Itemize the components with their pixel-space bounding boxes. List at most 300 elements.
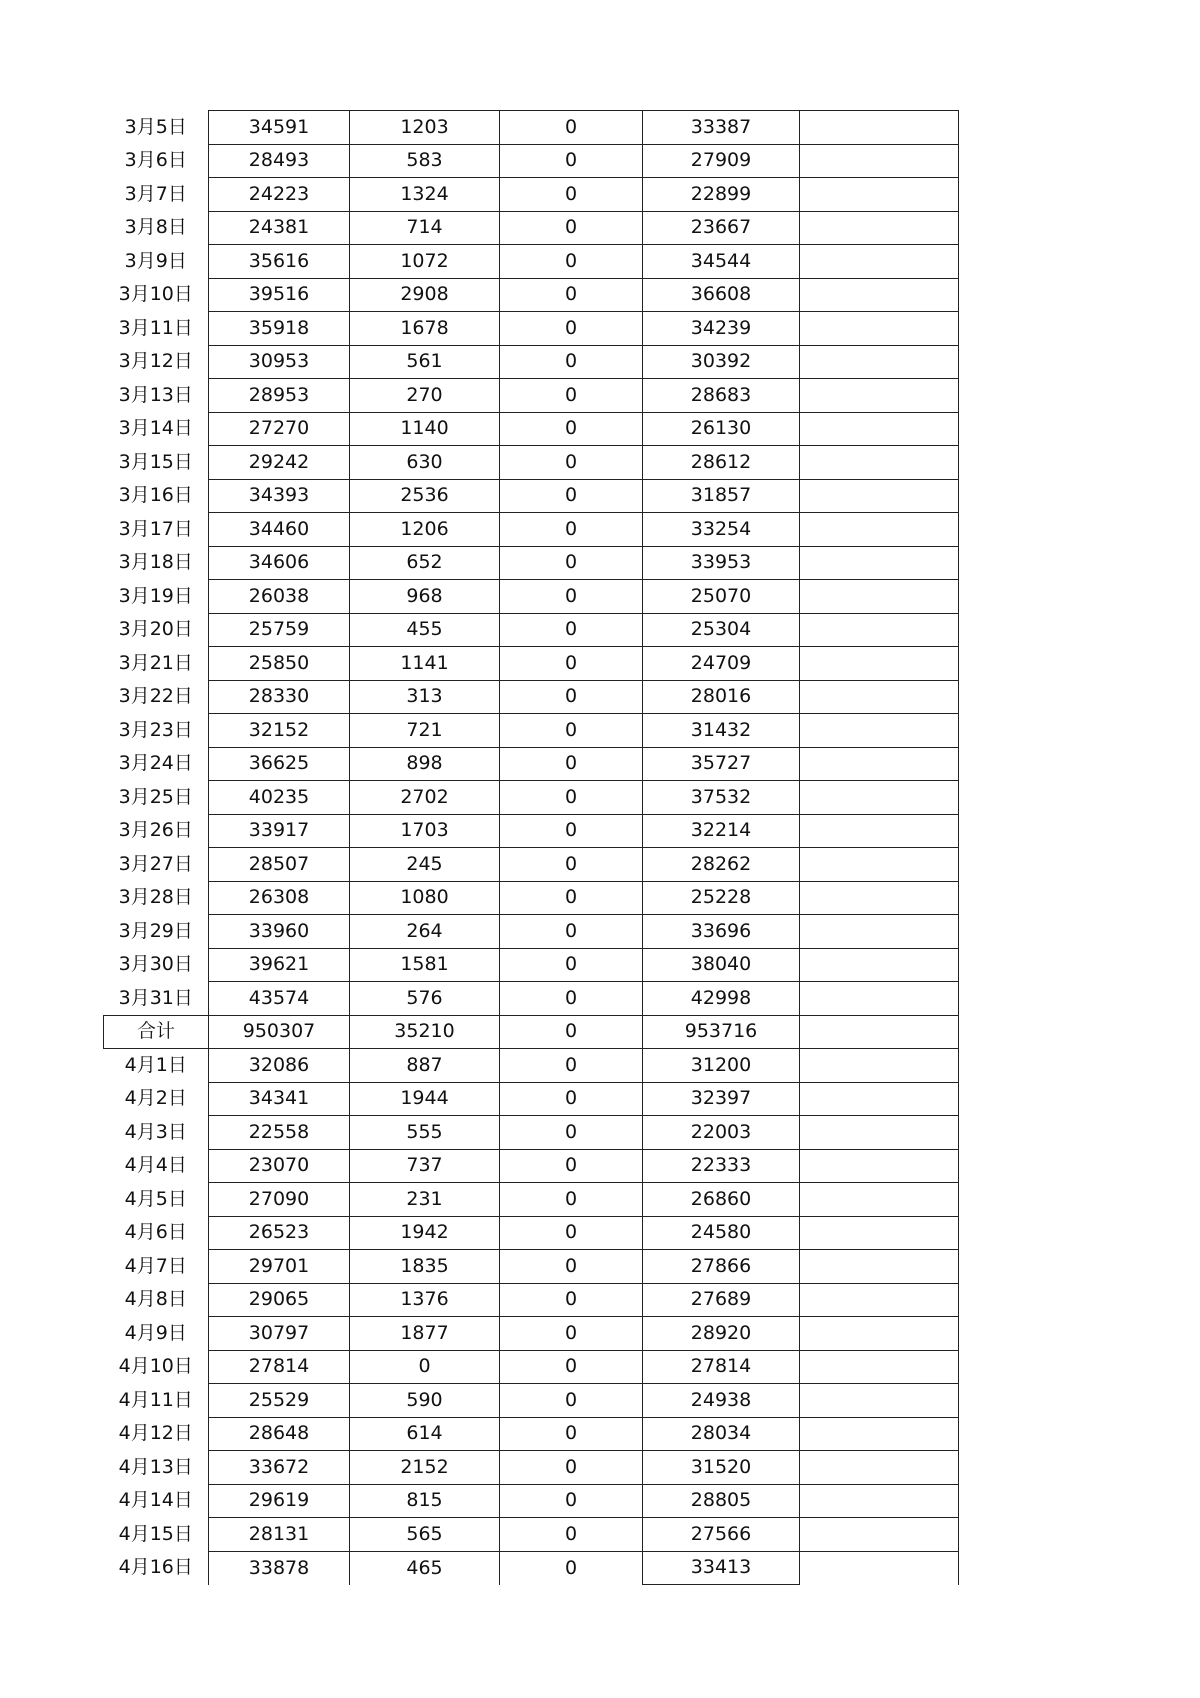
empty-cell [800, 948, 959, 982]
value-cell-b: 630 [350, 446, 500, 480]
empty-cell [800, 446, 959, 480]
date-cell: 4月10日 [104, 1350, 209, 1384]
value-cell-d: 36608 [643, 278, 800, 312]
value-cell-d: 27689 [643, 1283, 800, 1317]
table-row [104, 1183, 959, 1217]
empty-cell [800, 647, 959, 681]
date-cell: 3月11日 [104, 312, 209, 346]
value-cell-c: 0 [500, 245, 643, 279]
value-cell-d: 35727 [643, 747, 800, 781]
value-cell-b: 1080 [350, 881, 500, 915]
empty-cell [800, 580, 959, 614]
empty-cell [800, 915, 959, 949]
table-row [104, 345, 959, 379]
date-cell: 4月2日 [104, 1082, 209, 1116]
table-row [104, 1317, 959, 1351]
value-cell-a: 40235 [209, 781, 350, 815]
date-cell: 3月7日 [104, 178, 209, 212]
table-row [104, 1350, 959, 1384]
value-cell-a: 26308 [209, 881, 350, 915]
value-cell-d: 25228 [643, 881, 800, 915]
value-cell-b: 565 [350, 1518, 500, 1552]
value-cell-b: 1703 [350, 814, 500, 848]
value-cell-d: 23667 [643, 211, 800, 245]
value-cell-a: 29065 [209, 1283, 350, 1317]
value-cell-c: 0 [500, 580, 643, 614]
value-cell-b: 721 [350, 714, 500, 748]
table-row [104, 211, 959, 245]
date-cell: 4月4日 [104, 1149, 209, 1183]
value-cell-b: 887 [350, 1049, 500, 1083]
value-cell-d: 38040 [643, 948, 800, 982]
date-cell: 4月14日 [104, 1484, 209, 1518]
value-cell-a: 34606 [209, 546, 350, 580]
date-cell: 3月12日 [104, 345, 209, 379]
empty-cell [800, 1317, 959, 1351]
date-cell: 3月8日 [104, 211, 209, 245]
date-cell: 3月22日 [104, 680, 209, 714]
table-row [104, 111, 959, 145]
value-cell-a: 34591 [209, 111, 350, 145]
value-cell-a: 30953 [209, 345, 350, 379]
empty-cell [800, 245, 959, 279]
table-row [104, 1451, 959, 1485]
value-cell-a: 29242 [209, 446, 350, 480]
value-cell-c: 0 [500, 1317, 643, 1351]
value-cell-a: 33878 [209, 1551, 350, 1585]
value-cell-c: 0 [500, 680, 643, 714]
value-cell-c: 0 [500, 379, 643, 413]
value-cell-d: 27866 [643, 1250, 800, 1284]
value-cell-b: 583 [350, 144, 500, 178]
table-row [104, 245, 959, 279]
empty-cell [800, 513, 959, 547]
value-cell-c: 0 [500, 1551, 643, 1585]
empty-cell [800, 1049, 959, 1083]
value-cell-b: 270 [350, 379, 500, 413]
value-cell-a: 27090 [209, 1183, 350, 1217]
table-row [104, 781, 959, 815]
value-cell-d: 28016 [643, 680, 800, 714]
empty-cell [800, 178, 959, 212]
value-cell-d: 33387 [643, 111, 800, 145]
date-cell: 3月19日 [104, 580, 209, 614]
table-row [104, 580, 959, 614]
date-cell: 4月6日 [104, 1216, 209, 1250]
table-row [104, 915, 959, 949]
value-cell-d: 27909 [643, 144, 800, 178]
value-cell-b: 1203 [350, 111, 500, 145]
value-cell-b: 1324 [350, 178, 500, 212]
table-row [104, 1283, 959, 1317]
value-cell-d: 28262 [643, 848, 800, 882]
value-cell-d: 33254 [643, 513, 800, 547]
table-row [104, 412, 959, 446]
date-cell: 3月6日 [104, 144, 209, 178]
value-cell-a: 34341 [209, 1082, 350, 1116]
value-cell-c: 0 [500, 479, 643, 513]
value-cell-c: 0 [500, 278, 643, 312]
value-cell-d: 22003 [643, 1116, 800, 1150]
table-row [104, 1082, 959, 1116]
value-cell-a: 24381 [209, 211, 350, 245]
value-cell-c: 0 [500, 714, 643, 748]
value-cell-a: 29701 [209, 1250, 350, 1284]
table-row [104, 278, 959, 312]
value-cell-c: 0 [500, 848, 643, 882]
empty-cell [800, 1484, 959, 1518]
value-cell-c: 0 [500, 1283, 643, 1317]
date-cell: 4月5日 [104, 1183, 209, 1217]
value-cell-c: 0 [500, 345, 643, 379]
value-cell-b: 313 [350, 680, 500, 714]
empty-cell [800, 1384, 959, 1418]
date-cell: 3月17日 [104, 513, 209, 547]
value-cell-a: 43574 [209, 982, 350, 1016]
table-row [104, 848, 959, 882]
value-cell-b: 1140 [350, 412, 500, 446]
value-cell-c: 0 [500, 1484, 643, 1518]
table-row [104, 714, 959, 748]
empty-cell [800, 1551, 959, 1585]
table-row [104, 1216, 959, 1250]
value-cell-a: 28330 [209, 680, 350, 714]
value-cell-a: 27814 [209, 1350, 350, 1384]
value-cell-c: 0 [500, 613, 643, 647]
date-cell: 3月21日 [104, 647, 209, 681]
table-row [104, 546, 959, 580]
value-cell-b: 590 [350, 1384, 500, 1418]
empty-cell [800, 1116, 959, 1150]
empty-cell [800, 1451, 959, 1485]
value-cell-d: 28805 [643, 1484, 800, 1518]
value-cell-a: 33917 [209, 814, 350, 848]
date-cell: 3月5日 [104, 111, 209, 145]
date-cell: 4月11日 [104, 1384, 209, 1418]
value-cell-a: 39621 [209, 948, 350, 982]
date-cell: 3月13日 [104, 379, 209, 413]
value-cell-a: 26038 [209, 580, 350, 614]
value-cell-c: 0 [500, 1183, 643, 1217]
date-cell: 3月14日 [104, 412, 209, 446]
value-cell-b: 1877 [350, 1317, 500, 1351]
date-cell: 4月1日 [104, 1049, 209, 1083]
value-cell-d: 33953 [643, 546, 800, 580]
date-cell: 3月24日 [104, 747, 209, 781]
table-row [104, 1049, 959, 1083]
empty-cell [800, 1015, 959, 1049]
table-row [104, 178, 959, 212]
value-cell-d: 33413 [643, 1551, 800, 1585]
value-cell-d: 33696 [643, 915, 800, 949]
empty-cell [800, 111, 959, 145]
table-row [104, 1484, 959, 1518]
empty-cell [800, 211, 959, 245]
value-cell-b: 1944 [350, 1082, 500, 1116]
value-cell-a: 28648 [209, 1417, 350, 1451]
value-cell-a: 25850 [209, 647, 350, 681]
value-cell-c: 0 [500, 747, 643, 781]
value-cell-b: 614 [350, 1417, 500, 1451]
value-cell-b: 1072 [350, 245, 500, 279]
empty-cell [800, 1350, 959, 1384]
value-cell-c: 0 [500, 1417, 643, 1451]
table-row [104, 144, 959, 178]
value-cell-d: 24580 [643, 1216, 800, 1250]
date-cell: 3月23日 [104, 714, 209, 748]
date-cell: 4月9日 [104, 1317, 209, 1351]
value-cell-d: 953716 [643, 1015, 800, 1049]
total-row [104, 1015, 959, 1049]
value-cell-d: 30392 [643, 345, 800, 379]
value-cell-b: 815 [350, 1484, 500, 1518]
value-cell-b: 1835 [350, 1250, 500, 1284]
value-cell-b: 231 [350, 1183, 500, 1217]
value-cell-d: 31200 [643, 1049, 800, 1083]
empty-cell [800, 848, 959, 882]
value-cell-d: 34239 [643, 312, 800, 346]
value-cell-c: 0 [500, 982, 643, 1016]
empty-cell [800, 546, 959, 580]
value-cell-a: 29619 [209, 1484, 350, 1518]
value-cell-d: 31857 [643, 479, 800, 513]
value-cell-c: 0 [500, 1015, 643, 1049]
value-cell-d: 28612 [643, 446, 800, 480]
value-cell-b: 1581 [350, 948, 500, 982]
date-cell: 3月18日 [104, 546, 209, 580]
date-cell: 3月27日 [104, 848, 209, 882]
value-cell-b: 898 [350, 747, 500, 781]
value-cell-d: 32397 [643, 1082, 800, 1116]
value-cell-c: 0 [500, 1451, 643, 1485]
value-cell-c: 0 [500, 211, 643, 245]
value-cell-b: 652 [350, 546, 500, 580]
empty-cell [800, 312, 959, 346]
table-row [104, 1116, 959, 1150]
value-cell-a: 32152 [209, 714, 350, 748]
value-cell-d: 42998 [643, 982, 800, 1016]
value-cell-d: 27814 [643, 1350, 800, 1384]
value-cell-d: 26130 [643, 412, 800, 446]
date-cell: 3月26日 [104, 814, 209, 848]
table-row [104, 1518, 959, 1552]
value-cell-a: 23070 [209, 1149, 350, 1183]
value-cell-a: 28493 [209, 144, 350, 178]
value-cell-a: 25529 [209, 1384, 350, 1418]
date-cell: 3月30日 [104, 948, 209, 982]
value-cell-a: 22558 [209, 1116, 350, 1150]
value-cell-c: 0 [500, 948, 643, 982]
value-cell-c: 0 [500, 111, 643, 145]
table-row [104, 1149, 959, 1183]
date-cell: 3月16日 [104, 479, 209, 513]
table-row [104, 1551, 959, 1585]
value-cell-c: 0 [500, 446, 643, 480]
value-cell-a: 30797 [209, 1317, 350, 1351]
table-row [104, 1250, 959, 1284]
value-cell-a: 28507 [209, 848, 350, 882]
value-cell-c: 0 [500, 1082, 643, 1116]
table-row [104, 446, 959, 480]
date-cell: 4月8日 [104, 1283, 209, 1317]
value-cell-b: 2702 [350, 781, 500, 815]
empty-cell [800, 1518, 959, 1552]
date-cell: 合计 [104, 1015, 209, 1049]
empty-cell [800, 278, 959, 312]
table-row [104, 881, 959, 915]
value-cell-d: 26860 [643, 1183, 800, 1217]
table-row [104, 379, 959, 413]
value-cell-c: 0 [500, 1250, 643, 1284]
value-cell-d: 24709 [643, 647, 800, 681]
value-cell-d: 27566 [643, 1518, 800, 1552]
value-cell-d: 22333 [643, 1149, 800, 1183]
value-cell-a: 39516 [209, 278, 350, 312]
value-cell-b: 1376 [350, 1283, 500, 1317]
value-cell-c: 0 [500, 1216, 643, 1250]
value-cell-a: 33960 [209, 915, 350, 949]
value-cell-d: 37532 [643, 781, 800, 815]
empty-cell [800, 680, 959, 714]
value-cell-b: 2908 [350, 278, 500, 312]
value-cell-c: 0 [500, 144, 643, 178]
empty-cell [800, 982, 959, 1016]
value-cell-b: 264 [350, 915, 500, 949]
table-row [104, 479, 959, 513]
value-cell-d: 28683 [643, 379, 800, 413]
value-cell-a: 34393 [209, 479, 350, 513]
empty-cell [800, 1250, 959, 1284]
empty-cell [800, 345, 959, 379]
date-cell: 3月25日 [104, 781, 209, 815]
date-cell: 3月29日 [104, 915, 209, 949]
table-body [104, 111, 959, 1585]
value-cell-b: 1206 [350, 513, 500, 547]
empty-cell [800, 1283, 959, 1317]
empty-cell [800, 144, 959, 178]
date-cell: 3月10日 [104, 278, 209, 312]
empty-cell [800, 1183, 959, 1217]
value-cell-b: 561 [350, 345, 500, 379]
table-row [104, 647, 959, 681]
value-cell-b: 737 [350, 1149, 500, 1183]
value-cell-a: 35918 [209, 312, 350, 346]
date-cell: 3月9日 [104, 245, 209, 279]
value-cell-d: 34544 [643, 245, 800, 279]
empty-cell [800, 1149, 959, 1183]
table-row [104, 513, 959, 547]
value-cell-a: 36625 [209, 747, 350, 781]
value-cell-c: 0 [500, 647, 643, 681]
value-cell-b: 245 [350, 848, 500, 882]
value-cell-c: 0 [500, 1518, 643, 1552]
empty-cell [800, 479, 959, 513]
value-cell-d: 24938 [643, 1384, 800, 1418]
table-row [104, 747, 959, 781]
date-cell: 3月20日 [104, 613, 209, 647]
value-cell-a: 28953 [209, 379, 350, 413]
empty-cell [800, 412, 959, 446]
table-row [104, 1417, 959, 1451]
data-table [103, 110, 959, 1585]
date-cell: 4月15日 [104, 1518, 209, 1552]
value-cell-c: 0 [500, 178, 643, 212]
value-cell-a: 24223 [209, 178, 350, 212]
value-cell-a: 35616 [209, 245, 350, 279]
value-cell-a: 950307 [209, 1015, 350, 1049]
value-cell-c: 0 [500, 312, 643, 346]
value-cell-c: 0 [500, 1149, 643, 1183]
empty-cell [800, 881, 959, 915]
value-cell-d: 28920 [643, 1317, 800, 1351]
value-cell-b: 1678 [350, 312, 500, 346]
table-row [104, 948, 959, 982]
value-cell-c: 0 [500, 781, 643, 815]
empty-cell [800, 814, 959, 848]
table-row [104, 613, 959, 647]
date-cell: 3月15日 [104, 446, 209, 480]
date-cell: 4月12日 [104, 1417, 209, 1451]
value-cell-d: 31432 [643, 714, 800, 748]
empty-cell [800, 714, 959, 748]
value-cell-c: 0 [500, 1049, 643, 1083]
value-cell-c: 0 [500, 881, 643, 915]
table-row [104, 982, 959, 1016]
date-cell: 4月16日 [104, 1551, 209, 1585]
date-cell: 4月3日 [104, 1116, 209, 1150]
date-cell: 3月28日 [104, 881, 209, 915]
empty-cell [800, 613, 959, 647]
table-row [104, 312, 959, 346]
value-cell-c: 0 [500, 1350, 643, 1384]
empty-cell [800, 781, 959, 815]
value-cell-b: 0 [350, 1350, 500, 1384]
empty-cell [800, 1082, 959, 1116]
value-cell-b: 1942 [350, 1216, 500, 1250]
value-cell-c: 0 [500, 412, 643, 446]
value-cell-a: 25759 [209, 613, 350, 647]
date-cell: 4月13日 [104, 1451, 209, 1485]
value-cell-c: 0 [500, 1384, 643, 1418]
value-cell-a: 28131 [209, 1518, 350, 1552]
value-cell-b: 555 [350, 1116, 500, 1150]
value-cell-b: 714 [350, 211, 500, 245]
date-cell: 4月7日 [104, 1250, 209, 1284]
empty-cell [800, 379, 959, 413]
table-row [104, 814, 959, 848]
table-row [104, 680, 959, 714]
value-cell-a: 34460 [209, 513, 350, 547]
value-cell-d: 28034 [643, 1417, 800, 1451]
value-cell-b: 968 [350, 580, 500, 614]
value-cell-c: 0 [500, 915, 643, 949]
value-cell-b: 2152 [350, 1451, 500, 1485]
value-cell-c: 0 [500, 1116, 643, 1150]
value-cell-c: 0 [500, 513, 643, 547]
value-cell-b: 576 [350, 982, 500, 1016]
value-cell-a: 26523 [209, 1216, 350, 1250]
value-cell-c: 0 [500, 546, 643, 580]
value-cell-b: 1141 [350, 647, 500, 681]
value-cell-b: 455 [350, 613, 500, 647]
value-cell-d: 25304 [643, 613, 800, 647]
value-cell-d: 22899 [643, 178, 800, 212]
value-cell-a: 27270 [209, 412, 350, 446]
empty-cell [800, 1216, 959, 1250]
value-cell-a: 33672 [209, 1451, 350, 1485]
date-cell: 3月31日 [104, 982, 209, 1016]
value-cell-d: 32214 [643, 814, 800, 848]
